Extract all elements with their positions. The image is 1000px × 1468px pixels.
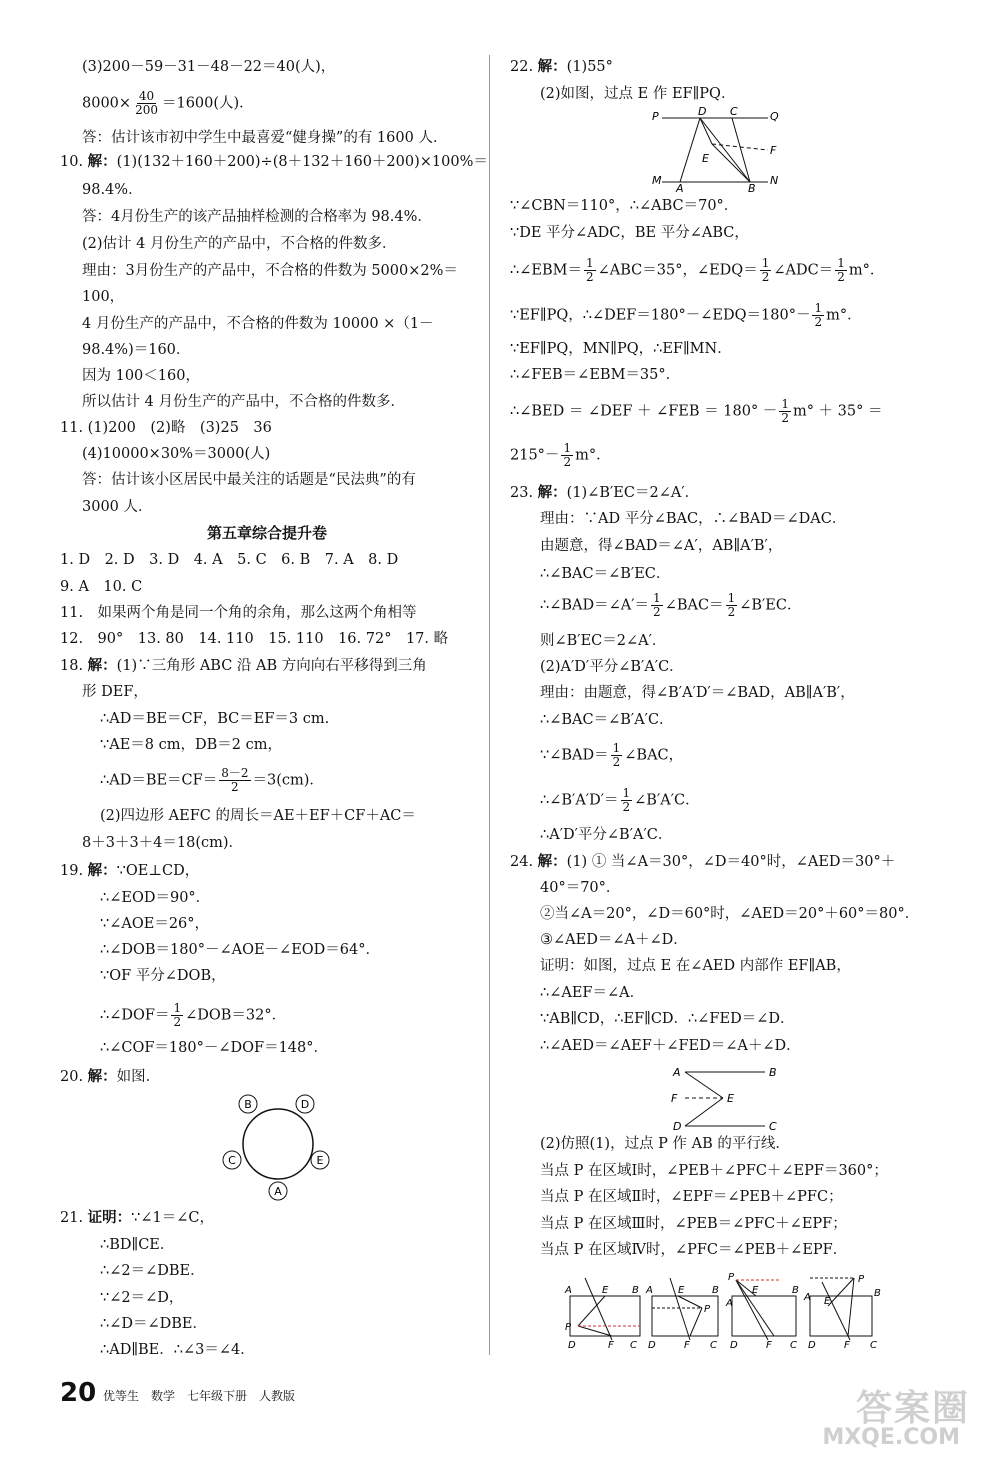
- svg-text:D: D: [673, 1120, 682, 1133]
- line: ∴∠AED＝∠AEF＋∠FED＝∠A＋∠D．: [540, 1038, 801, 1054]
- svg-text:P: P: [728, 1272, 735, 1283]
- watermark-logo: 答案圈: [855, 1388, 970, 1429]
- line: 证明：如图，过点 E 在∠AED 内部作 EF∥AB，: [540, 958, 851, 974]
- svg-text:E: E: [702, 152, 709, 165]
- line: ∴∠B′A′D′＝ $\frac{1}{2}$ ∠B′A′C．: [540, 786, 700, 814]
- svg-text:D: D: [300, 1098, 310, 1111]
- svg-text:P: P: [652, 110, 659, 123]
- line: 理由：3月份生产的产品中，不合格的件数为 5000×2%＝: [82, 263, 458, 279]
- line: ∵∠CBN＝110°，∴∠ABC＝70°．: [510, 198, 739, 214]
- line: (2)仿照(1)，过点 P 作 AB 的平行线．: [540, 1136, 790, 1152]
- svg-text:B: B: [792, 1285, 799, 1296]
- label-d: [296, 1095, 314, 1113]
- line: 则∠B′EC＝2∠A′．: [540, 633, 667, 649]
- svg-text:E: E: [824, 1296, 831, 1307]
- line: ∴BD∥CE．: [100, 1237, 175, 1253]
- svg-text:F: F: [770, 144, 777, 157]
- svg-text:Q: Q: [770, 110, 779, 123]
- book-info: 优等生 数学 七年级下册 人教版: [103, 1389, 296, 1403]
- line: ∵AE＝8 cm，DB＝2 cm，: [100, 737, 282, 753]
- svg-text:D: D: [808, 1340, 816, 1350]
- line: (2)A′D′平分∠B′A′C．: [540, 659, 684, 675]
- line: ∴∠COF＝180°－∠DOF＝148°．: [100, 1040, 328, 1056]
- line: ∵EF∥PQ，∴∠DEF＝180°－∠EDQ＝180°－ $\frac{1}{2}$ m°．: [510, 301, 862, 329]
- svg-text:B: B: [748, 182, 756, 192]
- svg-text:B: B: [712, 1285, 719, 1296]
- line: 40°＝70°．: [540, 880, 621, 896]
- line: ③∠AED＝∠A＋∠D．: [540, 932, 688, 948]
- svg-text:C: C: [228, 1154, 236, 1167]
- svg-text:M: M: [652, 174, 662, 187]
- figure-22: [650, 106, 790, 192]
- line: ∴∠DOB＝180°－∠AOE－∠EOD＝64°．: [100, 942, 381, 958]
- column-divider: [489, 55, 490, 1355]
- svg-text:P: P: [565, 1322, 572, 1333]
- line: ∵EF∥PQ，MN∥PQ，∴EF∥MN．: [510, 341, 732, 357]
- line: ∵OF 平分∠DOB，: [100, 968, 226, 984]
- line: (4)10000×30%＝3000(人): [82, 446, 271, 462]
- line: ∴∠D＝∠DBE．: [100, 1316, 208, 1332]
- line: ②当∠A＝20°，∠D＝60°时，∠AED＝20°＋60°＝80°．: [540, 906, 920, 922]
- svg-text:B: B: [632, 1285, 639, 1296]
- line: 答：估计该市初中学生中最喜爱“健身操”的有 1600 人．: [82, 130, 448, 146]
- svg-text:A: A: [673, 1066, 681, 1079]
- svg-text:C: C: [630, 1340, 637, 1350]
- line: ∴∠EOD＝90°．: [100, 890, 211, 906]
- svg-text:A: A: [565, 1285, 572, 1296]
- line: ∴∠BED ＝ ∠DEF ＋ ∠FEB ＝ 180° － $\frac{1}{2}$ m° ＋ 35° ＝: [510, 397, 883, 425]
- question-10: 10. 解：(1)(132＋160＋200)÷(8＋132＋160＋200)×100%＝: [60, 153, 488, 170]
- question-11: 11. (1)200 (2)略 (3)25 36: [60, 420, 272, 436]
- question-18: 18. 解：(1)∵三角形 ABC 沿 AB 方向向右平移得到三角: [60, 657, 427, 674]
- line: 答：估计该小区居民中最关注的话题是“民法典”的有: [82, 472, 416, 488]
- question-24: 24. 解：(1) ① 当∠A＝30°，∠D＝40°时，∠AED＝30°＋: [510, 853, 896, 870]
- label-a: [269, 1182, 287, 1200]
- line: 由题意，得∠BAD＝∠A′，AB∥A′B′，: [540, 538, 783, 554]
- svg-text:E: E: [602, 1285, 609, 1296]
- line: 答：4月份生产的该产品抽样检测的合格率为 98.4%．: [82, 209, 432, 225]
- svg-text:C: C: [790, 1340, 797, 1350]
- line: 98.4%)＝160．: [82, 342, 191, 358]
- label-c: [223, 1151, 241, 1169]
- svg-text:C: C: [769, 1120, 777, 1133]
- line: 因为 100＜160，: [82, 368, 200, 384]
- line: (3)200－59－31－48－22＝40(人)，: [82, 59, 336, 75]
- svg-text:A: A: [646, 1285, 653, 1296]
- line: 98.4%．: [82, 182, 143, 198]
- line: ∴∠BAC＝∠B′A′C．: [540, 712, 674, 728]
- line: ∴∠FEB＝∠EBM＝35°．: [510, 367, 681, 383]
- label-b: [239, 1095, 257, 1113]
- svg-text:E: E: [752, 1285, 759, 1296]
- svg-text:F: F: [671, 1092, 678, 1105]
- svg-text:F: F: [766, 1340, 772, 1350]
- question-23: 23. 解：(1)∠B′EC＝2∠A′．: [510, 484, 700, 501]
- line: ∴∠AEF＝∠A．: [540, 985, 645, 1001]
- figure-24: [665, 1064, 785, 1134]
- line: ∴A′D′平分∠B′A′C．: [540, 827, 673, 843]
- line: ∴∠EBM＝ $\frac{1}{2}$ ∠ABC＝35°，∠EDQ＝ $\frac{1}{2}$ ∠ADC＝ $\frac{1}{2}$ m°．: [510, 256, 885, 284]
- svg-text:F: F: [608, 1340, 614, 1350]
- line: ∴∠BAD＝∠A′＝ $\frac{1}{2}$ ∠BAC＝ $\frac{1}{2}$ ∠B′EC．: [540, 591, 802, 619]
- line: 100，: [82, 289, 125, 305]
- question-20: 20. 解：如图．: [60, 1068, 161, 1085]
- svg-text:D: D: [698, 106, 707, 118]
- line: (2)估计 4 月份生产的产品中，不合格的件数多．: [82, 236, 397, 252]
- svg-text:B: B: [769, 1066, 777, 1079]
- line: ∴∠DOF＝ $\frac{1}{2}$ ∠DOB＝32°．: [100, 1001, 287, 1029]
- line: ∵AB∥CD，∴EF∥CD．∴∠FED＝∠D．: [540, 1011, 795, 1027]
- line: (2)如图，过点 E 作 EF∥PQ．: [540, 86, 736, 102]
- line: 理由：∵AD 平分∠BAC，∴∠BAD＝∠DAC．: [540, 511, 847, 527]
- line: ∴∠2＝∠DBE．: [100, 1263, 205, 1279]
- line: 1. D 2. D 3. D 4. A 5. C 6. B 7. A 8. D: [60, 552, 399, 568]
- svg-text:D: D: [568, 1340, 576, 1350]
- svg-text:P: P: [704, 1304, 711, 1315]
- line: (2)四边形 AEFC 的周长＝AE＋EF＋CF＋AC＝: [100, 808, 416, 824]
- line: 9. A 10. C: [60, 579, 143, 595]
- circle-figure: [220, 1092, 340, 1202]
- watermark-url: MXQE.COM: [822, 1425, 960, 1450]
- section-title: 第五章综合提升卷: [207, 524, 328, 542]
- line: ∵∠AOE＝26°，: [100, 916, 210, 932]
- line: 11. 如果两个角是同一个角的余角，那么这两个角相等: [60, 605, 417, 621]
- svg-text:E: E: [727, 1092, 734, 1105]
- line: 3000 人．: [82, 499, 153, 515]
- svg-text:D: D: [730, 1340, 738, 1350]
- line: 理由：由题意，得∠B′A′D′＝∠BAD，AB∥A′B′，: [540, 685, 855, 701]
- svg-text:C: C: [730, 106, 738, 118]
- svg-text:B: B: [874, 1288, 881, 1299]
- page-number: 20: [60, 1378, 97, 1408]
- line: ∵∠BAD＝ $\frac{1}{2}$ ∠BAC，: [540, 741, 684, 769]
- question-19: 19. 解：∵OE⊥CD，: [60, 862, 200, 879]
- line: 当点 P 在区域Ⅲ时，∠PEB＝∠PFC＋∠EPF；: [540, 1216, 847, 1232]
- question-21: 21. 证明：∵∠1＝∠C，: [60, 1209, 215, 1226]
- svg-text:E: E: [316, 1154, 324, 1167]
- line: ∴AD＝BE＝CF，BC＝EF＝3 cm.: [100, 711, 330, 727]
- line: 当点 P 在区域Ⅱ时，∠EPF＝∠PEB＋∠PFC；: [540, 1189, 843, 1205]
- line: 所以估计 4 月份生产的产品中，不合格的件数多．: [82, 394, 405, 410]
- svg-text:N: N: [770, 174, 779, 187]
- svg-text:E: E: [678, 1285, 685, 1296]
- svg-text:C: C: [870, 1340, 877, 1350]
- svg-text:B: B: [244, 1098, 252, 1111]
- line: ∴∠BAC＝∠B′EC．: [540, 566, 671, 582]
- line: ∴AD＝BE＝CF＝ $\frac{8-2}{2}$ ＝3(cm)．: [100, 766, 324, 794]
- line: ∵∠2＝∠D，: [100, 1290, 184, 1306]
- line: 12. 90° 13. 80 14. 110 15. 110 16. 72° 17. 略: [60, 631, 449, 647]
- line: ∴AD∥BE．∴∠3＝∠4．: [100, 1342, 255, 1358]
- line: 4 月份生产的产品中，不合格的件数为 10000 ×（1－: [82, 316, 434, 332]
- question-22: 22. 解：(1)55°: [510, 58, 613, 75]
- svg-text:A: A: [804, 1292, 811, 1303]
- line: 当点 P 在区域Ⅳ时，∠PFC＝∠PEB＋∠EPF．: [540, 1242, 848, 1258]
- line: 8000× $\frac{40}{200}$ ＝1600(人)．: [82, 89, 254, 117]
- line: ∵DE 平分∠ADC，BE 平分∠ABC，: [510, 225, 749, 241]
- line: 当点 P 在区域Ⅰ时，∠PEB＋∠PFC＋∠EPF＝360°；: [540, 1163, 888, 1179]
- svg-text:A: A: [274, 1185, 282, 1198]
- svg-text:A: A: [676, 182, 684, 192]
- svg-text:F: F: [844, 1340, 850, 1350]
- svg-text:D: D: [648, 1340, 656, 1350]
- svg-text:F: F: [684, 1340, 690, 1350]
- line: 形 DEF，: [82, 684, 148, 700]
- label-e: [311, 1151, 329, 1169]
- figure-24-regions: [560, 1268, 890, 1350]
- line: 215°－ $\frac{1}{2}$ m°．: [510, 441, 611, 469]
- svg-text:A: A: [726, 1298, 733, 1309]
- svg-text:P: P: [858, 1274, 865, 1285]
- line: 8＋3＋3＋4＝18(cm)．: [82, 835, 244, 851]
- svg-text:C: C: [710, 1340, 717, 1350]
